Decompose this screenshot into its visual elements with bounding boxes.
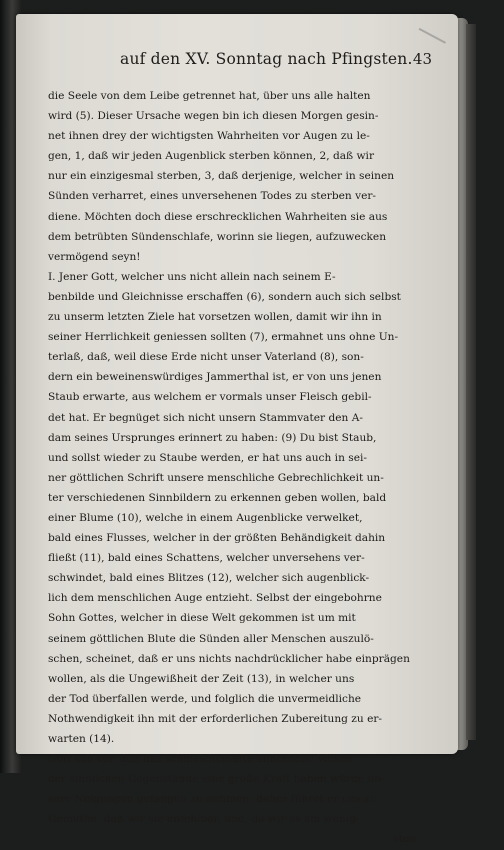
text-line: zu unserm letzten Ziele hat vorsetzen wollen, damit wir ihn in: [48, 311, 382, 324]
text-line: Sohn Gottes, welcher in diese Welt gekommen ist um mit: [48, 612, 356, 625]
text-line: net ihnen drey der wichtigsten Wahrheiten vor Augen zu le-: [48, 130, 370, 143]
text-line: gen, 1, daß wir jeden Augenblick sterben können, 2, daß wir: [48, 150, 375, 163]
text-line: ter verschiedenen Sinnbildern zu erkennen geben wollen, bald: [48, 491, 387, 504]
text-line: schwindet, bald eines Blitzes (12), welcher sich augenblick-: [48, 572, 370, 585]
text-line: det hat. Er begnüget sich nicht unsern Stammvater den A-: [48, 411, 363, 424]
text-line: ner göttlichen Schrift unsere menschliche Gebrechlichkeit un-: [48, 471, 384, 484]
text-line: I. Jener Gott, welcher uns nicht allein nach seinem E-: [48, 270, 336, 283]
text-line: warten (14).: [48, 733, 115, 745]
text-line: und sollst wieder zu Staube werden, er hat uns auch in sei-: [48, 451, 367, 464]
text-line: fließt (11), bald eines Schattens, welcher unversehens ver-: [48, 552, 365, 565]
catchword: sten: [393, 833, 416, 846]
text-line: einer Blume (10), welche in einem Augenblicke verwelket,: [48, 511, 363, 524]
page-header: [60, 48, 440, 78]
text-line: Gott sah vor, daß das schmeichelhafte äußerliche Wesen: [48, 753, 352, 766]
text-line: seinem göttlichen Blute die Sünden aller Menschen auszulö-: [48, 632, 374, 645]
text-line: dern ein beweinenswürdiges Jammerthal ist, er von uns jenen: [48, 371, 382, 384]
running-head: auf den XV. Sonntag nach Pfingsten.: [120, 50, 413, 68]
text-line: Gemüthe, daß wir sie unfehlbar, und, da wir es am wenig-: [48, 813, 360, 826]
text-line: wollen, als die Ungewißheit der Zeit (13), in welcher uns: [48, 672, 355, 685]
text-line: schen, scheinet, daß er uns nichts nachdrücklicher habe einprägen: [48, 652, 410, 665]
text-line: wird (5). Dieser Ursache wegen bin ich diesen Morgen gesin-: [48, 110, 379, 123]
text-line: der Tod überfallen werde, und folglich die unvermeidliche: [48, 692, 362, 705]
text-line: bald eines Flusses, welcher in der größten Behändigkeit dahin: [48, 532, 386, 545]
page-number: 43: [412, 50, 432, 68]
text-line: diene. Möchten doch diese erschrecklichen Wahrheiten sie aus: [48, 210, 388, 223]
text-line: terlaß, daß, weil diese Erde nicht unser Vaterland (8), son-: [48, 351, 364, 364]
text-line: nur ein einzigesmal sterben, 3, daß derjenige, welcher in seinen: [48, 170, 395, 183]
text-line: der sinnlichen Gegenstände eine große Kraft haben würde un-: [48, 773, 385, 786]
text-line: lich dem menschlichen Auge entzieht. Selbst der eingebohrne: [48, 592, 382, 605]
text-line: Staub erwarte, aus welchem er vormals unser Fleisch gebil-: [48, 391, 372, 404]
book-cover-edge: [466, 24, 476, 740]
body-text: [48, 86, 416, 850]
text-line: vermögend seyn!: [48, 250, 141, 263]
text-line: dam seines Ursprunges erinnert zu haben: (9) Du bist Staub,: [48, 431, 377, 444]
text-line: benbilde und Gleichnisse erschaffen (6), sondern auch sich selbst: [48, 290, 401, 303]
text-line: sere Neigungen gefangen zu nehmen: daher führet er uns zu: [48, 793, 377, 806]
text-line: Nothwendigkeit ihn mit der erforderlichen Zubereitung zu er-: [48, 712, 382, 725]
text-line: dem betrübten Sündenschlafe, worinn sie liegen, aufzuwecken: [48, 230, 387, 243]
text-line: seiner Herrlichkeit geniessen sollten (7), ermahnet uns ohne Un-: [48, 331, 399, 344]
text-line: die Seele von dem Leibe getrennet hat, über uns alle halten: [48, 90, 371, 102]
text-line: Sünden verharret, eines unversehenen Todes zu sterben ver-: [48, 190, 377, 203]
